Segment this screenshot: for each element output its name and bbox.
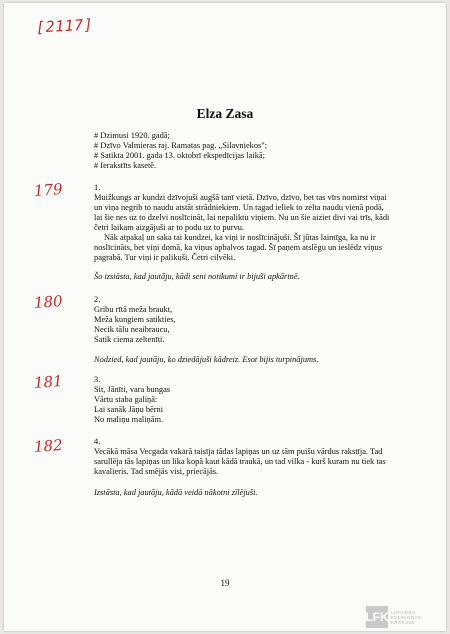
entry-4 [94, 437, 392, 498]
meta-line: # Satikta 2001. gada 13. oktobrī ekspedīcijas laikā; [94, 151, 265, 160]
entry-number: 3. [94, 375, 101, 384]
page-number: 19 [220, 578, 230, 588]
entry-1 [94, 183, 392, 282]
song-line: Meža kungiem satikties, [94, 315, 176, 324]
logo-word: FOLKLORAS [391, 614, 422, 620]
logo-word: KRĀTUVE [391, 619, 415, 625]
entry-number: 2. [94, 295, 101, 304]
meta-line: # Ierakstīts kasetē. [94, 161, 157, 170]
entry-2 [94, 295, 392, 365]
meta-line: # Dzīvo Valmieras raj. Ramatas pag. „Silavniekos"; [94, 141, 268, 150]
logo-mark-icon: LFK [366, 606, 388, 628]
margin-number-179: 179 [33, 180, 64, 200]
collector-note: Šo izstāsta, kad jautāju, kādi seni notikumi ir bijuši apkārtnē. [94, 272, 300, 281]
meta-line: # Dzimusi 1920. gadā; [94, 131, 170, 140]
entry-paragraph: Nāk atpakaļ un saka tai kundzei, ka viņi ir noslīcinājuši. Šī jūtas laimīga, ka nu ir noslīcināts, bet viņi domā, ka viņus apbalvos tagad. Šī paņem atslēgu un ieslēdz viņus pagrabā. Tur viņi ir palikuši. Četri cilvēki. [94, 233, 382, 262]
entry-paragraph: Muižkungs ar kundzi dzīvojuši augšā tanī vietā. Dzīvo, dzīvo, bet tas vīrs nomirst viņai un viņa negrib to naudu atstāt strādniekiem. Un tagad ieliek to zelta naudu vienā podā, lai šie nes uz to dzelvi noslīcināt, lai nepaliktu viņiem. Nu un šie aiziet divi vai trīs, kādi četri laikam aizgājuši ar to podu uz to purvu. [94, 193, 390, 232]
logo-wordmark [391, 610, 421, 625]
margin-number-180: 180 [33, 292, 64, 312]
margin-number-181: 181 [33, 372, 64, 392]
informant-metadata [94, 131, 394, 171]
song-line: Lai sanāk Jāņu bērni [94, 405, 164, 414]
entry-paragraph: Vecākā māsa Vecgada vakarā taisīja tādas lapiņas un uz tām puišu vārdus rakstīja. Tad sarullēja tās lapiņas un lika kopā kaut kādā traukā, un tad vilka - kurš kuram nu tiek tas kavalieris. Tad smējās visi, priecājās. [94, 447, 386, 476]
collector-note: Nodzied, kad jautāju, ko dziedājuši kādreiz. Esot bijis turpinājums. [94, 355, 319, 364]
entry-number: 1. [94, 183, 101, 192]
margin-number-182: 182 [33, 436, 64, 456]
archive-code-annotation: [2117] [35, 15, 94, 37]
logo-word: LATVIEŠU [391, 609, 416, 615]
collector-note: Izstāsta, kad jautāju, kādā veidā nākotni zīlējuši. [94, 488, 258, 497]
song-line: Sit, Jānīti, vara bungas [94, 385, 171, 394]
song-line: Necik tālu neaibraucu, [94, 325, 170, 334]
song-line: No maliņu maliņām. [94, 415, 164, 424]
song-line: Satik ciema zeltenīti. [94, 335, 165, 344]
entry-number: 4. [94, 437, 101, 446]
archive-logo [366, 606, 446, 628]
entry-3 [94, 375, 392, 425]
page-title: Elza Zasa [196, 106, 254, 121]
document-page [4, 3, 446, 631]
song-line: Gribu rītā meža braukt, [94, 305, 173, 314]
song-line: Vārtu staba galiņā: [94, 395, 158, 404]
